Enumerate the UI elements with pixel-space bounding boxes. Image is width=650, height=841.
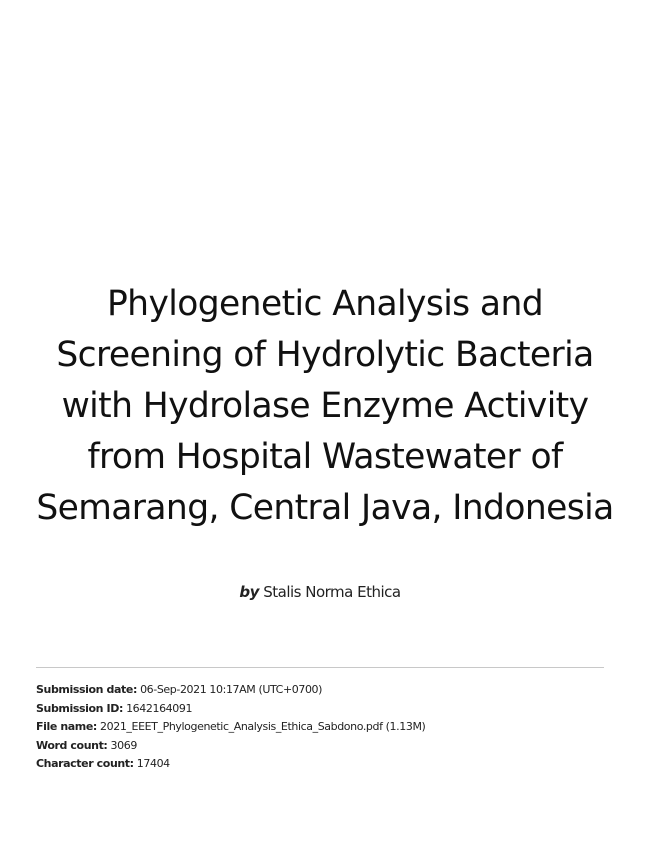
submission-details — [36, 681, 425, 774]
document-title: Phylogenetic Analysis and Screening of Hydrolytic Bacteria with Hydrolase Enzyme Activity from Hospital Wastewater of Semarang, Central Java, Indonesia — [36, 284, 614, 528]
author-byline — [0, 582, 640, 602]
character-count-row — [36, 755, 425, 774]
submission-date-value: 06-Sep-2021 10:17AM (UTC+0700) — [140, 683, 323, 696]
word-count-row — [36, 737, 425, 756]
submission-date-row — [36, 681, 425, 700]
word-count-label: Word count: — [36, 738, 108, 752]
character-count-label: Character count: — [36, 757, 134, 770]
file-name-label: File name: — [36, 720, 97, 733]
by-label: by — [239, 583, 259, 601]
divider — [36, 667, 604, 668]
file-name-value: 2021_EEET_Phylogenetic_Analysis_Ethica_Sabdono.pdf (1.13M) — [100, 720, 426, 733]
word-count-value: 3069 — [110, 738, 137, 752]
character-count-value: 17404 — [136, 757, 170, 770]
file-name-row — [36, 718, 425, 737]
submission-date-label: Submission date: — [36, 683, 137, 696]
author-name: Stalis Norma Ethica — [263, 583, 401, 601]
submission-id-value: 1642164091 — [126, 701, 193, 715]
submission-id-label: Submission ID: — [36, 701, 123, 715]
submission-id-row — [36, 700, 425, 719]
